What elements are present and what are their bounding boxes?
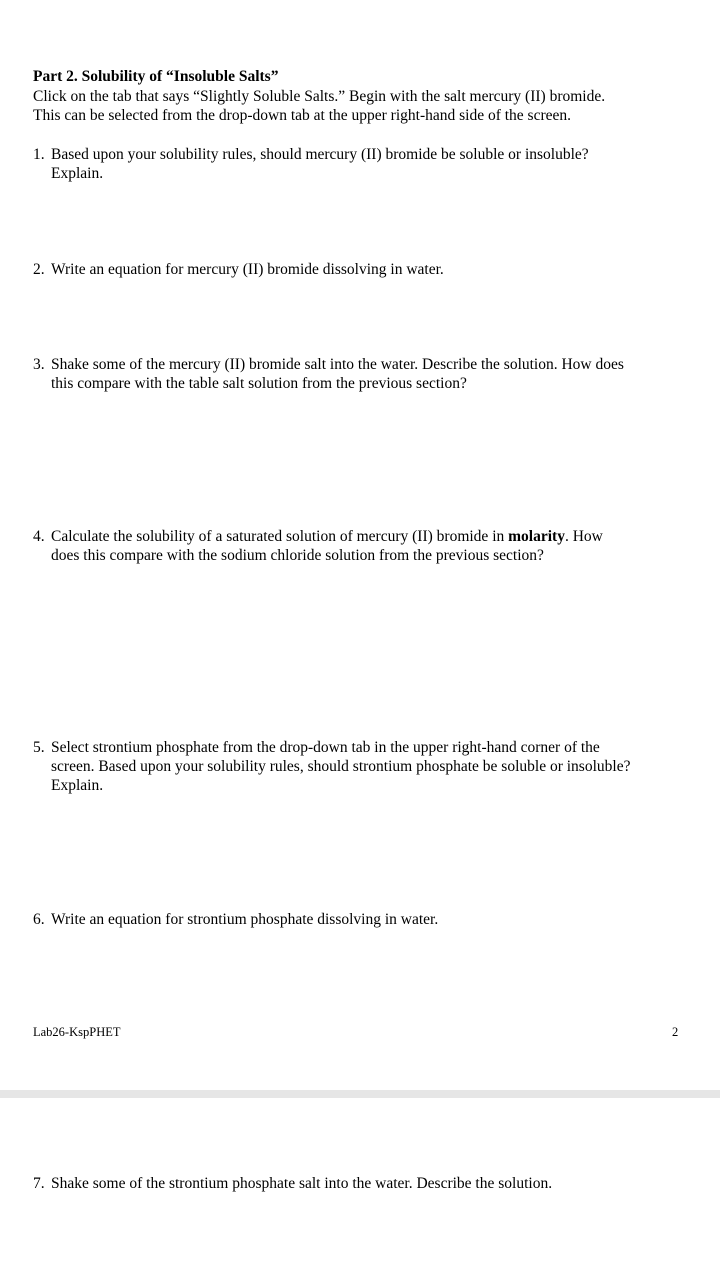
question-5-line-3: Explain. [51, 777, 104, 794]
question-7-number: 7. [33, 1175, 45, 1192]
question-2-line-1: Write an equation for mercury (II) bromide dissolving in water. [51, 261, 444, 278]
question-4-line-1-end: . How [564, 528, 603, 545]
footer-doc-name: Lab26-KspPHET [33, 1025, 121, 1039]
question-4-number: 4. [33, 528, 45, 545]
question-5-number: 5. [33, 739, 45, 756]
question-3-line-2: this compare with the table salt solution from the previous section? [51, 375, 467, 392]
question-4-line-1 [51, 527, 603, 546]
question-4-bold-term: molarity [508, 528, 565, 545]
question-1-number: 1. [33, 146, 45, 163]
question-6-line-1: Write an equation for strontium phosphate dissolving in water. [51, 911, 439, 928]
question-4-line-2: does this compare with the sodium chloride solution from the previous section? [51, 547, 544, 564]
question-1-line-1: Based upon your solubility rules, should mercury (II) bromide be soluble or insoluble? [51, 146, 589, 163]
footer-page-number: 2 [672, 1025, 679, 1039]
intro-line-1: Click on the tab that says “Slightly Soluble Salts.” Begin with the salt mercury (II) bromide. [33, 88, 606, 105]
intro-line-2: This can be selected from the drop-down tab at the upper right-hand side of the screen. [33, 107, 572, 124]
question-7-line-1: Shake some of the strontium phosphate salt into the water. Describe the solution. [51, 1175, 553, 1192]
question-5-line-1: Select strontium phosphate from the drop-down tab in the upper right-hand corner of the [51, 739, 600, 756]
question-5-line-2: screen. Based upon your solubility rules, should strontium phosphate be soluble or insoluble? [51, 758, 631, 775]
question-6-number: 6. [33, 911, 45, 928]
page-separator [0, 1090, 720, 1098]
question-4-line-1-start: Calculate the solubility of a saturated solution of mercury (II) bromide in [51, 528, 509, 545]
question-2-number: 2. [33, 261, 45, 278]
part-title: Part 2. Solubility of “Insoluble Salts” [33, 68, 279, 85]
question-3-number: 3. [33, 356, 45, 373]
question-1-line-2: Explain. [51, 165, 104, 182]
document-page-2 [0, 1098, 720, 1280]
question-3-line-1: Shake some of the mercury (II) bromide salt into the water. Describe the solution. How does [51, 356, 624, 373]
